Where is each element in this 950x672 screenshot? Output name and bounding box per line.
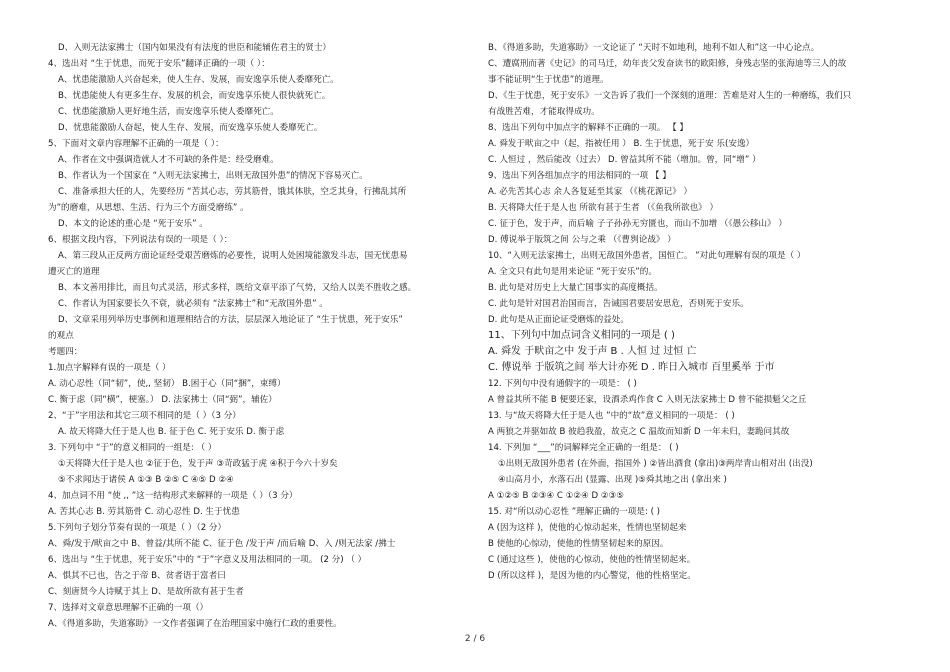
text-line: 遭灭亡的道理 <box>48 267 100 277</box>
text-line: 11、下列句中加点词含义相同的一项是 ( ) <box>488 330 675 341</box>
text-line: 2、“于”字用法和其它三项不相同的是（ ）（3 分） <box>48 411 241 421</box>
text-line: C、遭腐刑而著《史记》的司马迁，幼年丧父发奋读书的欧阳修，身残志坚的张海迪等三人的故 <box>488 59 847 69</box>
text-line: B、忧患能使人有更多生存、发展的机会，而安逸享乐使人很快就死亡。 <box>58 91 331 101</box>
text-line: D、文章采用列举历史事例和道理相结合的方法，层层深入地论证了 “生于忧患，死于安乐” <box>58 315 403 325</box>
text-line: A、舜/发于/畎亩之中 B、曾益/其所不能 C、征于色 /发于声 /而后喻 D、入 /则无法家 /拂士 <box>48 539 396 549</box>
text-line: ⑤不求闻达于诸侯 A ①③ B ②⑤ C ④⑤ D ②④ <box>58 475 234 485</box>
text-line: B、本文善用排比，而且句式灵活，形式多样，既给文章平添了气势，又给人以美不胜收之感。 <box>58 283 417 293</box>
text-line: D (所以这样 )，是因为他的内心警觉，他的性格坚定。 <box>488 571 696 581</box>
text-line: D、《生于忧患，死于安乐》一文告诉了我们一个深刻的道理：苦难是对人生的一种磨练，我们只 <box>488 91 852 101</box>
text-line: 15. 对“所以动心忍性 ”理解正确的一项是: ( ) <box>488 507 661 517</box>
text-line: D. 傅说举于版筑之间 公与之乘 （《曹刿论战》 ） <box>488 235 676 245</box>
text-line: A. 舜发于畎亩之中（起，指被任用 ） B. 生于忧患，死于安 乐(安逸） <box>488 139 755 149</box>
text-line: 为”的磨难，从思想、生活、行为三个方面受磨练” 。 <box>48 203 249 213</box>
text-line: ④山高月小，水落石出 (显露、出现 )⑤舜其地之出 (拿出来 ) <box>498 475 727 485</box>
text-line: B 使他的心惊动，使他的性情坚韧起来的原因。 <box>488 539 669 549</box>
text-line: A (因为这样 )，使他的心惊动起来，性情也坚韧起来 <box>488 523 687 533</box>
text-line: C. 人恒过 ，然后能改（过去） D. 曾益其所不能（增加。曾，同“增” ） <box>488 155 761 165</box>
text-line: 9、选出下列各组加点字的用法相同的一项 【 】 <box>488 171 671 181</box>
text-line: A、第三段从正反两方面论证经受艰苦磨炼的必要性，说明人处困境能激发斗志，国无忧患易 <box>58 251 408 261</box>
text-line: C. 衡于虑（同“横”，梗塞。） D. 法家拂士（同“弼”，辅佐） <box>48 395 277 405</box>
text-line: C. 征于色，发于声，而后喻 子子孙孙无穷匮也，而山不加增 （《愚公移山》 ） <box>488 219 787 229</box>
text-line: 的观点 <box>48 331 74 341</box>
text-line: 5、下面对文章内容理解不正确的一项是（ ）： <box>48 139 224 149</box>
text-line: 3. 下列句中 “于”的意义相同的一组是: （ ） <box>48 443 217 453</box>
text-line: 1.加点字解释有误的一项是（ ） <box>48 363 171 373</box>
text-line: C. 此句是针对国君治国而言，告诫国君要居安思危，否则死于安乐。 <box>488 299 749 309</box>
text-line: 5.下列句子划分节奏有误的一项是（ ）（2 分） <box>48 523 227 533</box>
text-line: C、忧患能激励人更好地生活，而安逸享乐使人委靡死亡。 <box>58 107 279 117</box>
text-line: A. 舜发 于畎亩之中 发于声 B . 人恒 过 过恒 亡 <box>488 346 697 357</box>
text-line: B、作者认为一个国家在 “入则无法家拂士，出则无敌国外患”的情况下容易灭亡。 <box>58 171 368 181</box>
text-line: 4、加点词不用 “使 ,, ”这一结构形式来解释的一项是（ ）（3 分） <box>48 491 298 501</box>
text-line: B. 天将降大任于是人也 所欲有甚于生者 （《鱼我所欲也》 ） <box>488 203 719 213</box>
text-line: A、作者在文中强调造就人才不可缺的条件是：经受磨难。 <box>58 155 279 165</box>
text-line: 7、选择对文章意思理解不正确的一项（） <box>48 603 209 613</box>
text-line: C、准备承担大任的人，先要经历 “苦其心志，劳其筋骨，饿其体肤，空乏其身，行拂乱其所 <box>58 187 407 197</box>
text-line: 有战胜苦难，才能取得成功。 <box>488 107 600 117</box>
text-line: C (通过这些 )，使他的心惊动，使他的性情坚韧起来。 <box>488 555 696 565</box>
text-line: A. 必先苦其心志 余人各复延至其家 （《桃花源记》 ） <box>488 187 693 197</box>
text-line: D、入则无法家拂士（国内如果没有有法度的世臣和能辅佐君主的贤士） <box>58 43 332 53</box>
text-line: A、《得道多助，失道寡助》一文作者强调了在治理国家中施行仁政的重要性。 <box>48 619 342 629</box>
text-line: D、忧患能激励人奋起，使人生存、发展，而安逸享乐使人委靡死亡。 <box>58 123 323 133</box>
page-number: 2 / 6 <box>464 634 486 644</box>
text-line: A、忧患能激励人兴奋起来，使人生存、发展，而安逸享乐使人委靡死亡。 <box>58 75 339 85</box>
text-line: C、刻唐贤今人诗赋于其上 D、是故所欲有甚于生者 <box>48 587 244 597</box>
text-line: 8、选出下列句中加点字的解释不正确的一项。 【 】 <box>488 123 688 133</box>
text-line: A. 全文只有此句是用来论证 “死于安乐”的。 <box>488 267 657 277</box>
right-column <box>488 40 918 584</box>
text-line: 12. 下列句中没有通假字的一项是： ( ) <box>488 379 637 389</box>
text-line: A 两狼之并驱如故 B 彼趋我盈，故克之 C 温故而知新 D 一年未归，妻跪问其故 <box>488 427 790 437</box>
text-line: ①天将降大任于是人也 ②征于色，发于声 ③苛政猛于虎 ④积于今六十岁矣 <box>58 459 338 469</box>
text-line: B. 此句是对历史上大量亡国事实的高度概括。 <box>488 283 663 293</box>
text-line: C、作者认为国家要长久不衰，就必须有 “法家拂士”和“无敌国外患” 。 <box>58 299 328 309</box>
text-line: ①出则无敌国外患者 (在外面，指国外 ) ②皆出酒食 (拿出)③两岸青山相对出 (出没) <box>498 459 813 469</box>
text-line: A. 苦其心志 B. 劳其筋骨 C. 动心忍性 D. 生于忧患 <box>48 507 240 517</box>
text-line: A ①②⑤ B ②③④ C ①②④ D ②③⑤ <box>488 491 624 501</box>
text-line: 6、根据文段内容，下列说法有误的一项是（ ）： <box>48 235 233 245</box>
text-line: A、惧其不已也，告之于帝 B、贫者语于富者曰 <box>48 571 226 581</box>
left-column <box>48 40 478 632</box>
text-line: A. 动心忍性（同“韧”，使,, 坚韧） B.困于心（同“捆”，束缚） <box>48 379 286 389</box>
text-line: D. 此句是从正面论证受磨炼的益处。 <box>488 315 629 325</box>
text-line: B、《得道多助，失道寡助》一文论证了 “天时不如地利，地利不如人和”这一中心论点。 <box>488 43 820 53</box>
text-line: A. 故天将降大任于是人也 B. 征于色 C. 死于安乐 D. 衡于虑 <box>58 427 285 437</box>
text-line: 考题四： <box>48 347 83 357</box>
text-line: D、本文的论述的重心是 “死于安乐” 。 <box>58 219 208 229</box>
text-line: 10、“入则无法家拂士，出则无敌国外患者，国恒亡。 ”对此句理解有误的项是（ ） <box>488 251 806 261</box>
text-line: A 曾益其所不能 B 便要还家，设酒杀鸡作食 C 入则无法家拂士 D 曾不能损魁父之丘 <box>488 395 807 405</box>
text-line: 事不能证明“生于忧患”的道理。 <box>488 75 609 85</box>
text-line: C. 傅说举 于版筑之间 举大计亦死 D . 昨日入城市 百里奚举 于市 <box>488 362 775 373</box>
text-line: 13. 与“故天将降大任于是人也 ”中的“故”意义相同的一项是： ( ) <box>488 411 735 421</box>
text-line: 6、选出与 “生于忧患，死于安乐”中的 “于”字意义及用法相同的一项。 (2 分) （ ） <box>48 555 367 565</box>
text-line: 4、选出对 “生于忧患，而死于安乐”翻译正确的一项（ ）： <box>48 59 270 69</box>
text-line: 14. 下列加 “___”的词解释完全正确的一组是： ( ) <box>488 443 679 453</box>
